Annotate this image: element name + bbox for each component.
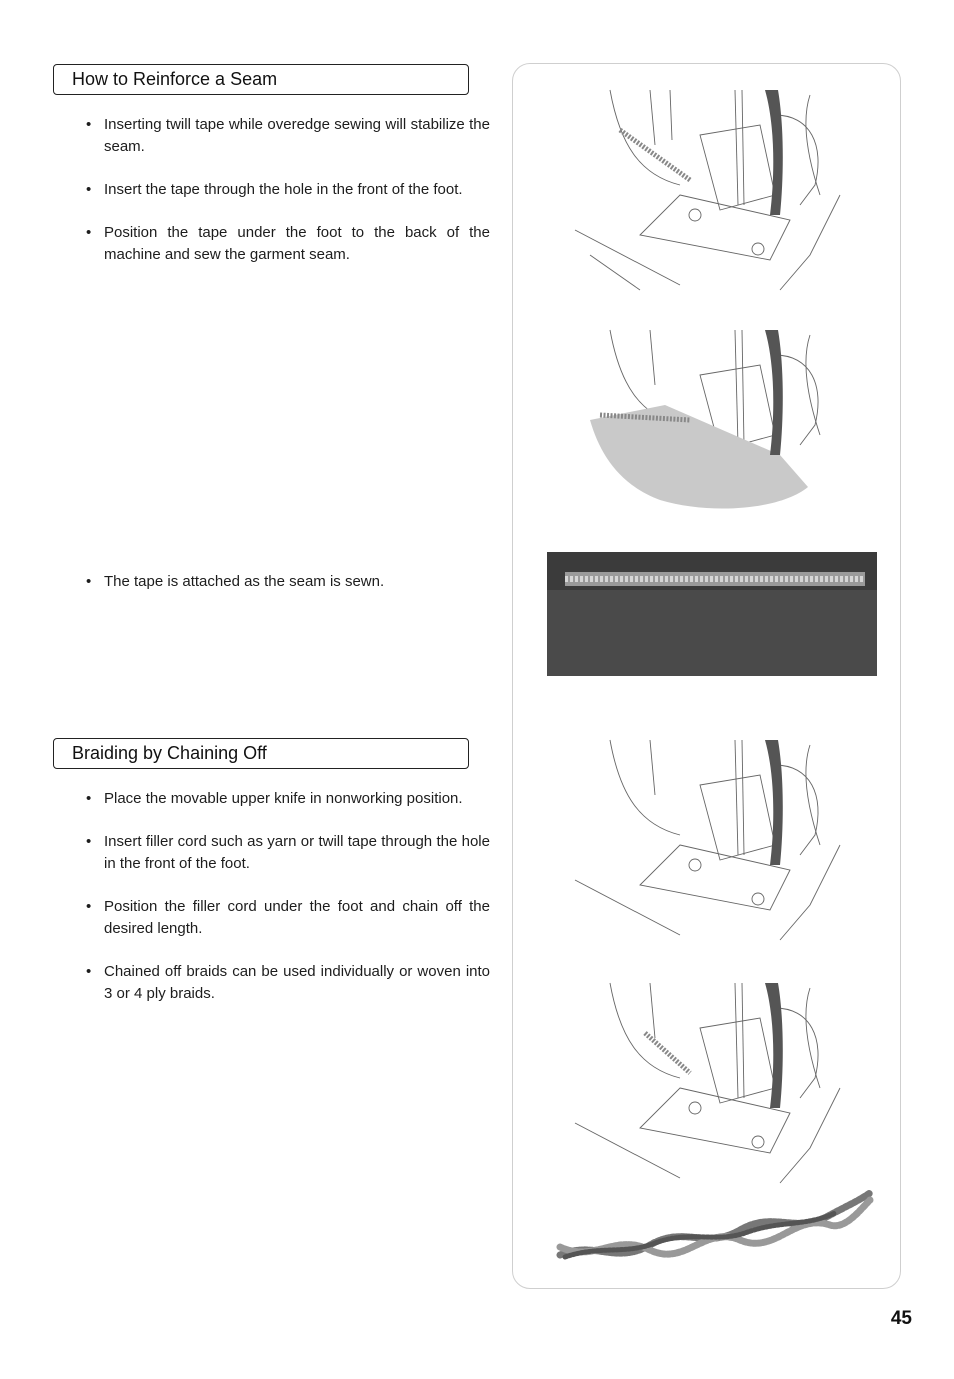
sewing-seam-illustration <box>560 325 860 535</box>
section-title-braiding: Braiding by Chaining Off <box>53 738 469 769</box>
braiding-steps <box>84 788 490 1026</box>
list-item: • Insert filler cord such as yarn or twill tape through the hole in the front of the foot. <box>84 831 490 875</box>
list-item: • The tape is attached as the seam is sewn. <box>84 571 490 593</box>
page-number: 45 <box>890 1308 912 1329</box>
taped-seam-image <box>547 552 877 676</box>
list-item: • Inserting twill tape while overedge sewing will stabilize the seam. <box>84 114 490 158</box>
list-item: • Place the movable upper knife in nonworking position. <box>84 788 490 810</box>
chaining-off-illustration <box>560 978 860 1188</box>
list-item: • Position the tape under the foot to the back of the machine and sew the garment seam. <box>84 222 490 266</box>
list-item: • Position the filler cord under the foot and chain off the desired length. <box>84 896 490 940</box>
list-item: • Insert the tape through the hole in the front of the foot. <box>84 179 490 201</box>
braid-illustration <box>555 1185 875 1270</box>
list-item: • Chained off braids can be used individually or woven into 3 or 4 ply braids. <box>84 961 490 1005</box>
presser-foot-tape-illustration <box>560 85 860 295</box>
reinforce-seam-result <box>84 571 490 614</box>
filler-cord-illustration <box>560 735 860 945</box>
taped-seam-photo <box>547 552 877 676</box>
section-title-reinforce-seam: How to Reinforce a Seam <box>53 64 469 95</box>
reinforce-seam-steps <box>84 114 490 287</box>
